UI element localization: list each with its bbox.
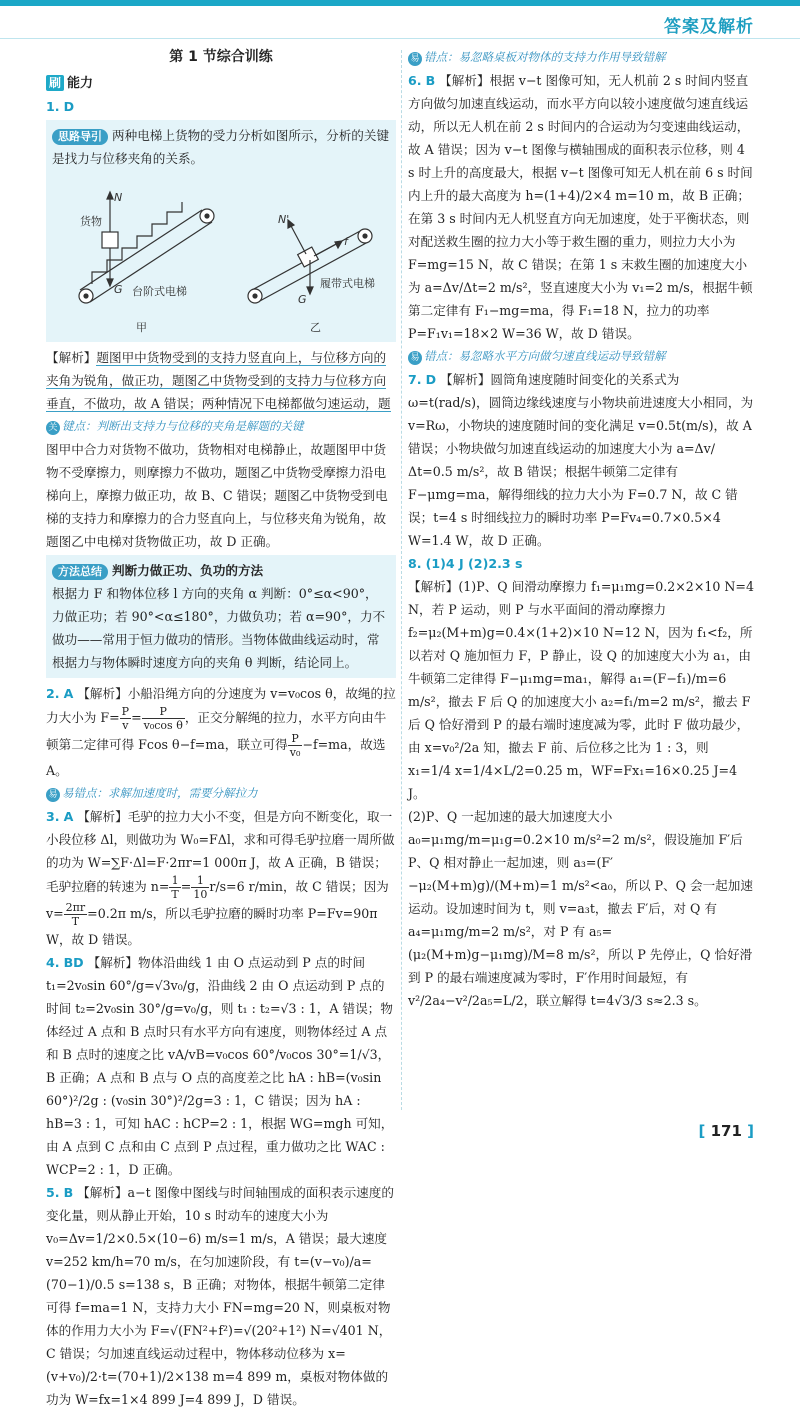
header-title: 答案及解析	[664, 17, 754, 37]
frac-num: 2πr	[65, 901, 86, 914]
label-f: f	[344, 235, 348, 248]
q8-text-2: (2)P、Q 一起加速的最大加速度大小 a₀=μ₁mg/m=μ₁g=0.2×10 m/s²=2 m/s²，假设施加 F′后 P、Q 相对静止一起加速，则 a₃=(F′−μ₂(M+m)g)/(M+m)=1 m/s²<a₀，所以 P、Q 会一起加速运动。设加速时间为 t，则 v=a₃t，撤去 F′后，对 Q 有 a₄=μ₁mg/m=2 m/s²，对 P 有 a₅=(μ₂(M+m)g−μ₁mg)/M=8 m/s²，所以 P 先停止，Q 恰好滑到 P 的最右端速度减为零时，F′作用时间最短，有 v²/2a₄−v²/2a₅=L/2，联立解得 t=4√3/3 s≈2.3 s。	[408, 809, 753, 1008]
q4-number: 4.	[46, 955, 60, 970]
page-number-value: 171	[710, 1122, 742, 1140]
section-subtitle: 能力	[67, 76, 94, 91]
q3-answer: A	[63, 809, 74, 824]
q4-answer: BD	[63, 955, 84, 970]
q5-note-text: 错点：易忽略桌板对物体的支持力作用导致错解	[424, 50, 666, 64]
q2-frac-1	[120, 705, 131, 732]
q5-text: 【解析】a−t 图像中图线与时间轴围成的面积表示速度的变化量，则从静止开始，10 s 时动车的速度大小为 v₀=Δv=1/2×0.5×(10−6) m/s=1 m/s，A 错误；最大速度 v=252 km/h=70 m/s，在匀加速阶段，有 t=(v−v₀)/a=(70−1)/0.5 s=138 s，B 正确；对物体，根据牛顿第二定律可得 f=ma=1 N，支持力大小 FN=mg=20 N，则桌板对物体的作用力大小为 F=√(FN²+f²)=√(20²+1²) N=√401 N，C 错误；匀加速直线运动过程中，物体移动位移为 x=(v+v₀)/2·t=(70+1)/2×138 m=4 899 m，桌板对物体做的功为 W=fx=1×4 899 J=4 899 J，D 错误。	[46, 1185, 394, 1407]
frac-den: v	[122, 719, 129, 732]
escalator-diagram	[52, 172, 390, 334]
q2-text-2: ，正交分解绳的拉力，水平方向由牛顿第二定律可得 Fcos θ−f=ma，联立可得	[46, 710, 387, 752]
q3-number: 3.	[46, 809, 60, 824]
q6-text: 【解析】根据 v−t 图像可知，无人机前 2 s 时间内竖直方向做匀加速直线运动，而水平方向以较小速度做匀速直线运动，所以无人机在前 2 s 时间内的合运动为匀变速曲线运动，故 A 错误；因为 v−t 图像与横轴围成的面积表示位移，则 4 s 时上升的高度最大，根据 v−t 图像可知无人机在前 6 s 时间内上升的最大高度为 h=(1+4)/2×4 m=10 m，故 B 正确；在第 3 s 时间内无人机竖直方向无加速度，处于平衡状态，则对配送救生圈的拉力大小等于救生圈的重力，则拉力大小为 F=mg=15 N，故 C 错误；在第 1 s 末救生圈的加速度大小为 a=Δv/Δt=2 m/s²，竖直速度大小为 v₁=2 m/s，根据牛顿第二定律有 F₁−mg=ma，得 F₁=18 N，拉力的功率 P=F₁v₁=18×2 W=36 W，故 D 错误。	[408, 73, 753, 341]
top-accent-bar	[0, 0, 800, 6]
frac-den: T	[71, 915, 80, 928]
q3-block: 3. A 【解析】毛驴的拉力大小不变，但是方向不断变化，取一小段位移 Δl，则做功为 W₀=FΔl，求和可得毛驴拉磨一周所做的功为 W=∑F·Δl=F·2πr=1 000π J，故 A 正确，B 错误；毛驴拉磨的转速为 n= $\frac{1}{T}$ = $\frac{1}{10}$ r/s=6 r/min，故 C 错误；因为 v= $\frac{2\pi r}{T}$ =0.2π m/s，所以毛驴拉磨的瞬时功率 P=Fv=90π W，故 D 错误。	[46, 809, 395, 947]
q5-answer: B	[63, 1185, 74, 1200]
q8-text-1: 【解析】(1)P、Q 间滑动摩擦力 f₁=μ₁mg=0.2×2×10 N=4 N，若 P 运动，则 P 与水平面间的滑动摩擦力 f₂=μ₂(M+m)g=0.4×(1+2)×10 N=12 N，因为 f₁<f₂，所以若对 Q 施加恒力 F，P 静止，设 Q 的加速度大小为 a₁，由牛顿第二定律得 F−μ₁mg=ma₁，解得 a₁=(F−f₁)/m=6 m/s²，撤去 F 后 Q 的加速度大小 a₂=f₁/m=2 m/s²，撤去 F 后 Q 恰好滑到 P 的最右端时速度减为零，此时 F 做功最少，由 x=v₀²/2a 知，撤去 F 前、后位移之比为 1 : 3，则 x₁=1/4 x=1/4×L/2=0.25 m，WF=Fx₁=16×0.25 J=4 J。	[408, 579, 754, 801]
label-escalator2: 履带式电梯	[320, 277, 375, 290]
q1-hint-box	[46, 120, 396, 342]
frac-den: T	[171, 888, 179, 901]
q6-note-text: 错点：易忽略水平方向做匀速直线运动导致错解	[424, 349, 666, 363]
q1-key-note	[46, 415, 396, 438]
frac-den: v₀	[289, 746, 301, 759]
q6-number: 6.	[408, 73, 422, 88]
section-subtitle-row	[46, 71, 396, 95]
frac-num: P	[121, 705, 130, 718]
hint-text: 两种电梯上货物的受力分析如图所示，分析的关键是找力与位移夹角的关系。	[52, 128, 390, 166]
method-text: 根据力 F 和物体位移 l 方向的夹角 α 判断：0°≤α<90°，力做正功；若 90°<α≤180°，力做负功；若 α=90°，力不做功——常用于恒力做功的情形。当物体做曲线运动时，常根据力与物体瞬时速度方向的夹角 θ 判断，结论同上。	[52, 586, 386, 670]
q2-text-3: −f=ma，故选 A。	[46, 737, 386, 778]
method-label: 方法总结	[52, 564, 108, 580]
label-Np: N'	[278, 213, 290, 226]
frac-num: 1	[191, 874, 209, 888]
section-tag: 刷	[46, 75, 64, 91]
frac-num: 1	[169, 874, 180, 888]
frac-num: P	[288, 732, 303, 746]
q8-number: 8.	[408, 556, 422, 571]
q7-block	[408, 368, 754, 552]
q1-method-box	[46, 555, 396, 678]
right-column	[408, 46, 754, 1012]
q5-number: 5.	[46, 1185, 60, 1200]
q3-text-1: 【解析】毛驴的拉力大小不变，但是方向不断变化，取一小段位移 Δl，则做功为 W₀=FΔl，求和可得毛驴拉磨一周所做的功为 W=∑F·Δl=F·2πr=1 000π J，故 A 正确，B 错误；毛驴拉磨的转速为 n=	[46, 809, 395, 894]
label-N: N	[114, 191, 123, 204]
q7-text: 【解析】圆筒角速度随时间变化的关系式为 ω=t(rad/s)，圆筒边缘线速度与小物块前进速度大小相同，为 v=Rω，小物块的速度随时间的变化满足 v=0.5t(m/s)，故 A 错误；小物块做匀加速直线运动的加速度大小为 a=Δv/Δt=0.5 m/s²，故 B 错误；根据牛顿第二定律有 F−μmg=ma，解得细线的拉力大小为 F=0.7 N，故 C 错误；t=4 s 时细线拉力的瞬时功率 P=Fv₄=0.7×0.5×4 W=1.4 W，故 D 正确。	[408, 372, 754, 548]
q1-number: 1.	[46, 99, 60, 114]
label-goods: 货物	[80, 215, 102, 228]
bracket-right: ]	[747, 1122, 754, 1140]
q2-note-text: 易错点：求解加速度时，需要分解拉力	[62, 786, 258, 800]
left-column	[46, 46, 396, 1411]
section-title: 第 1 节综合训练	[169, 49, 273, 65]
q2-number: 2.	[46, 686, 60, 701]
page-number	[699, 1122, 755, 1140]
q7-answer: D	[425, 372, 437, 387]
error-icon: 易	[408, 52, 422, 66]
q1-key-note-text: 键点：判断出支持力与位移的夹角是解题的关键	[62, 419, 304, 433]
q6-note	[408, 345, 754, 368]
label-Gp: G	[298, 293, 307, 306]
key-icon: 关	[46, 421, 60, 435]
q1-analysis-2: 图甲中合力对货物不做功，货物相对电梯静止，故题图甲中货物不受摩擦力，则摩擦力不做功，题图乙中货物受摩擦力沿电梯向上，摩擦力做正功，故 B、C 错误；题图乙中货物受到电梯的支持力和摩擦力的合力竖直向上，与位移夹角为锐角，故题图乙中电梯对货物做正功，故 D 正确。	[46, 442, 388, 549]
error-icon: 易	[408, 351, 422, 365]
frac-den: v₀cos θ	[143, 719, 183, 732]
q7-number: 7.	[408, 372, 422, 387]
q1-answer: D	[63, 99, 75, 114]
q2-block: 2. A 【解析】小船沿绳方向的分速度为 v=v₀cos θ，故绳的拉力大小为 F= $\frac{P}{v}$ = $\frac{P}{\text{v₀cos θ}}$ ，正交分解绳的拉力，水平方向由牛顿第二定律可得 Fcos θ−f=ma，联立可得 $\frac{P}{\text{v₀}}$ −f=ma，故选 A。	[46, 686, 396, 778]
q1-analysis-1: 题图甲中货物受到的支持力竖直向上，与位移方向的夹角为锐角，做正功，题图乙中货物受到的支持力与位移方向垂直，不做功，故 A 错误；两种情况下电梯都做匀速运动，题	[46, 350, 391, 411]
q2-frac-3	[288, 732, 303, 759]
q3-frac-2	[191, 874, 209, 901]
q1-header	[46, 95, 396, 118]
label-yi: 乙	[310, 321, 321, 334]
frac-den: 10	[193, 888, 208, 901]
q3-frac-3	[64, 901, 88, 928]
q3-frac-1	[169, 874, 180, 901]
label-jia: 甲	[136, 321, 147, 334]
q8-header	[408, 552, 754, 575]
q4-block	[46, 951, 396, 1181]
method-title: 判断力做正功、负功的方法	[112, 563, 264, 578]
label-G: G	[114, 283, 123, 296]
q2-answer: A	[63, 686, 74, 701]
q6-block	[408, 69, 754, 345]
bracket-left: [	[698, 1122, 706, 1140]
hint-label: 思路导引	[52, 129, 108, 145]
q6-answer: B	[425, 73, 436, 88]
q1-figure	[52, 172, 390, 334]
q5-note	[408, 46, 754, 69]
q2-text-1: 【解析】小船沿绳方向的分速度为 v=v₀cos θ，故绳的拉力大小为 F=	[46, 686, 396, 725]
column-divider	[401, 50, 402, 1110]
label-escalator1: 台阶式电梯	[132, 285, 187, 298]
q3-text-3: =0.2π m/s，所以毛驴拉磨的瞬时功率 P=Fv=90π W，故 D 错误。	[46, 906, 378, 947]
q1-analysis	[46, 346, 396, 415]
q2-note	[46, 782, 396, 805]
header-divider	[0, 38, 800, 39]
q2-frac-2	[142, 705, 185, 732]
q4-text: 【解析】物体沿曲线 1 由 O 点运动到 P 点的时间 t₁=2v₀sin 60°/g=√3v₀/g，沿曲线 2 由 O 点运动到 P 点的时间 t₂=2v₀sin 30°/g=v₀/g，则 t₁ : t₂=√3 : 1，A 错误；物体经过 A 点和 B 点时只有水平方向有速度，则物体经过 A 点和 B 点时的速度之比 vA/vB=v₀cos 60°/v₀cos 30°=1/√3，B 正确；A 点和 B 点与 O 点的高度差之比 hA : hB=(v₀sin 60°)²/2g : (v₀sin 30°)²/2g=3 : 1，C 错误；因为 hA : hB=3 : 1，可知 hAC : hCP=2 : 1，根据 WG=mgh 可知，由 A 点到 C 点和由 C 点到 P 点过程，重力做功之比 WAC : WCP=2 : 1，D 正确。	[46, 955, 394, 1177]
error-icon: 易	[46, 788, 60, 802]
q3-text-2: r/s=6 r/min，故 C 错误；因为 v=	[46, 879, 389, 921]
q1-analysis-label: 【解析】	[46, 350, 97, 365]
q8-answer: (1)4 J (2)2.3 s	[425, 556, 523, 571]
frac-num: P	[142, 705, 185, 719]
q5-block	[46, 1181, 396, 1411]
